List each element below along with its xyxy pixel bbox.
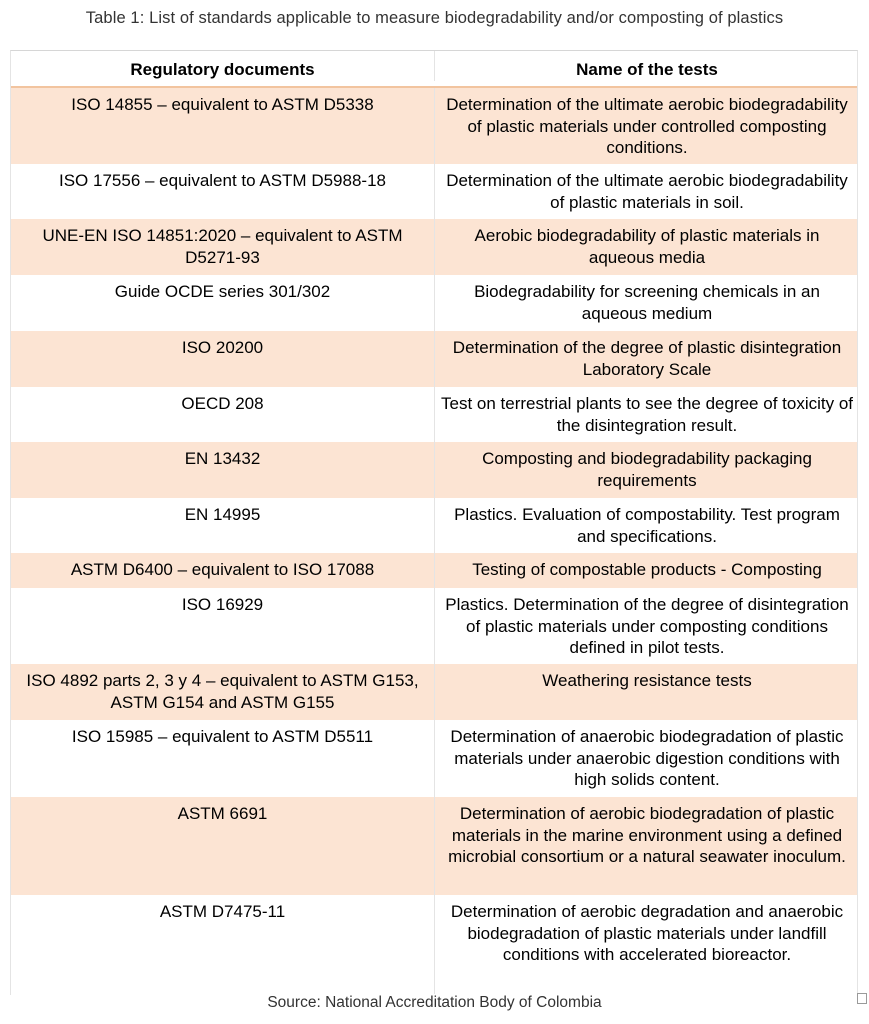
table-row [11, 164, 857, 219]
regulatory-document-cell: UNE-EN ISO 14851:2020 – equivalent to ASTM D5271-93 [42, 226, 403, 267]
test-name-cell: Biodegradability for screening chemicals in an aqueous medium [434, 275, 857, 331]
regulatory-document-cell: EN 14995 [184, 505, 261, 524]
table-row [11, 331, 857, 387]
regulatory-document-cell: ISO 15985 – equivalent to ASTM D5511 [71, 727, 374, 746]
table-row [11, 219, 857, 275]
regulatory-document-cell: ISO 4892 parts 2, 3 y 4 – equivalent to ASTM G153, ASTM G154 and ASTM G155 [26, 671, 419, 712]
table-row [11, 387, 857, 442]
regulatory-document-cell: ISO 20200 [181, 338, 264, 357]
regulatory-document-cell: ASTM D6400 – equivalent to ISO 17088 [70, 560, 375, 579]
regulatory-document-cell: Guide OCDE series 301/302 [114, 282, 331, 301]
table-row [11, 895, 857, 994]
table-row [11, 498, 857, 553]
table-resize-handle[interactable] [857, 993, 867, 1004]
test-name-cell: Determination of aerobic biodegradation of plastic materials in the marine environment using a defined microbial consortium or a natural seawater inoculum. [434, 797, 857, 895]
source-note: Source: National Accreditation Body of Colombia [267, 994, 602, 1011]
table-row [11, 664, 857, 720]
table-row [11, 88, 857, 164]
regulatory-document-cell: ISO 17556 – equivalent to ASTM D5988-18 [59, 171, 386, 190]
regulatory-document-cell: ASTM D7475-11 [159, 902, 286, 921]
table-row [11, 442, 857, 498]
table-row [11, 588, 857, 664]
test-name-cell: Plastics. Evaluation of compostability. Test program and specifications. [434, 498, 857, 553]
table-caption: Table 1: List of standards applicable to measure biodegradability and/or composting of plastics [85, 9, 784, 27]
test-name-cell: Determination of aerobic degradation and anaerobic biodegradation of plastic materials under landfill conditions with accelerated bioreactor. [434, 895, 857, 994]
test-name-cell: Aerobic biodegradability of plastic materials in aqueous media [434, 219, 857, 275]
table-row [11, 720, 857, 797]
table-row [11, 797, 857, 895]
regulatory-document-cell: EN 13432 [184, 449, 261, 468]
test-name-cell: Testing of compostable products - Composting [434, 553, 857, 588]
test-name-cell: Determination of the degree of plastic disintegration Laboratory Scale [434, 331, 857, 387]
regulatory-document-cell: ISO 16929 [181, 595, 264, 614]
regulatory-document-cell: ASTM 6691 [177, 804, 268, 823]
table-header-row [11, 51, 857, 88]
header-regulatory-documents: Regulatory documents [130, 60, 315, 79]
table-row [11, 275, 857, 331]
test-name-cell: Weathering resistance tests [434, 664, 857, 720]
test-name-cell: Determination of the ultimate aerobic biodegradability of plastic materials under controlled composting conditions. [434, 88, 857, 164]
table-row [11, 553, 857, 588]
test-name-cell: Determination of the ultimate aerobic biodegradability of plastic materials in soil. [434, 164, 857, 219]
regulatory-document-cell: ISO 14855 – equivalent to ASTM D5338 [71, 95, 374, 114]
test-name-cell: Test on terrestrial plants to see the degree of toxicity of the disintegration result. [434, 387, 857, 442]
test-name-cell: Plastics. Determination of the degree of disintegration of plastic materials under composting conditions defined in pilot tests. [434, 588, 857, 664]
header-name-of-tests: Name of the tests [434, 51, 857, 81]
test-name-cell: Composting and biodegradability packaging requirements [434, 442, 857, 498]
regulatory-document-cell: OECD 208 [181, 394, 264, 413]
test-name-cell: Determination of anaerobic biodegradation of plastic materials under anaerobic digestion conditions with high solids content. [434, 720, 857, 797]
standards-table [10, 50, 858, 995]
